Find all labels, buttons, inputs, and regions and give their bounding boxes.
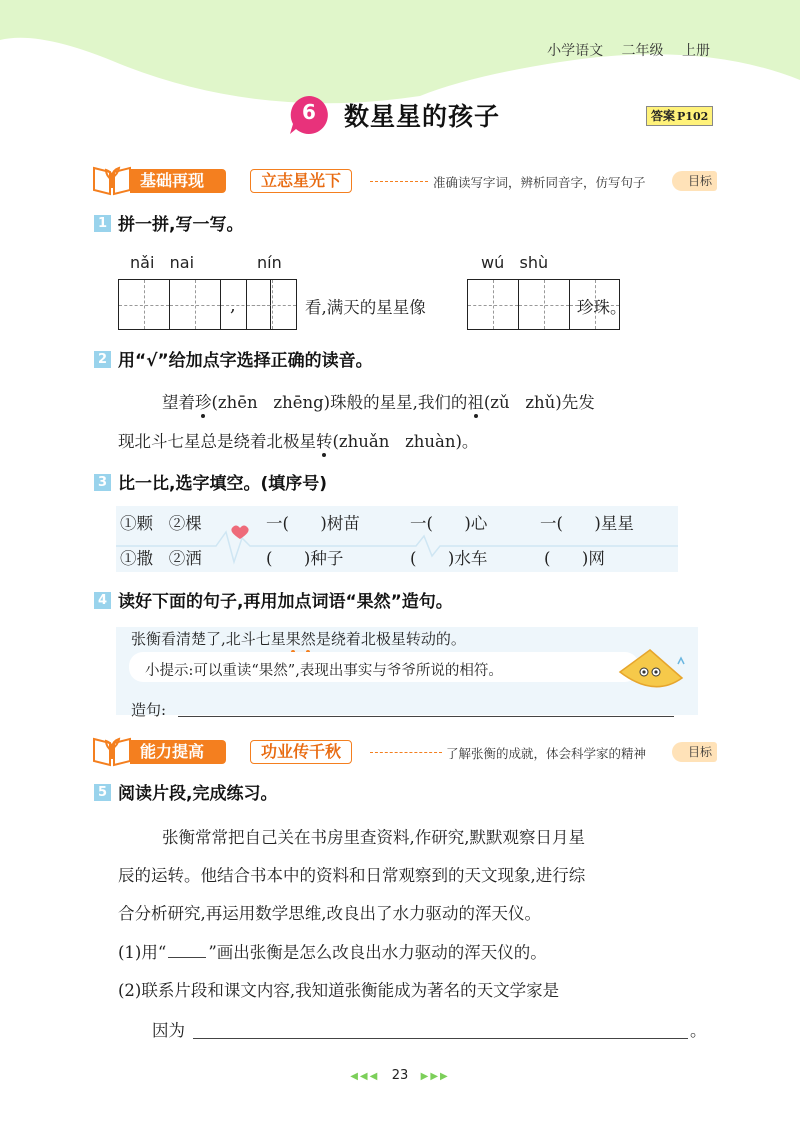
passage-line: 辰的运转。他结合书本中的资料和日常观察到的天文现象,进行综: [118, 866, 586, 885]
pinyin-3: wú shù: [481, 253, 549, 272]
pinyin-1: nǎi nai: [130, 253, 195, 272]
q1-text-mid: 看,满天的星星像: [305, 298, 426, 317]
answer-line[interactable]: [193, 1038, 688, 1039]
answer-page: P102: [677, 110, 709, 123]
q3-options-2: ①撒 ②洒: [120, 549, 202, 568]
dotted-char: 然: [300, 630, 316, 648]
section-label: 能力提高: [130, 740, 226, 764]
answer-label: 答案: [651, 109, 676, 123]
q2-line-1: 望着珍(zhēn zhēng)珠般的星星,我们的祖(zǔ zhǔ)先发: [162, 389, 595, 413]
page-number: 23: [391, 1068, 409, 1083]
question-prompt: 用“√”给加点字选择正确的读音。: [118, 351, 373, 371]
section-subtitle: 功业传千秋: [250, 740, 352, 764]
dotted-char: 珍: [195, 389, 212, 413]
q3-blank[interactable]: 一( )星星: [540, 514, 634, 533]
question-number: 5: [94, 784, 111, 801]
passage-line: 合分析研究,再运用数学思维,改良出了水力驱动的浑天仪。: [118, 904, 541, 923]
right-arrows-icon: ▶▶▶: [420, 1071, 450, 1082]
question-number: 1: [94, 215, 111, 232]
sub-question-2-cont: 因为: [152, 1021, 185, 1040]
period: 。: [690, 1021, 707, 1040]
sub-question-1: (1)用“ ”画出张衡是怎么改良出水力驱动的浑天仪的。: [118, 943, 547, 962]
lesson-title: 数星星的孩子: [344, 102, 501, 131]
q3-blank[interactable]: ( )水车: [410, 549, 488, 568]
question-number: 4: [94, 592, 111, 609]
header-info: [547, 40, 710, 60]
q3-options-1: ①颗 ②棵: [120, 514, 202, 533]
answer-reference: [646, 106, 713, 126]
divider: [370, 181, 428, 182]
sub-question-2: (2)联系片段和课文内容,我知道张衡能成为著名的天文学家是: [118, 981, 560, 1000]
subject: 小学语文: [547, 43, 604, 59]
section-goal: 准确读写字词，辨析同音字，仿写句子: [433, 175, 646, 190]
q3-blank[interactable]: ( )网: [544, 549, 605, 568]
q3-blank[interactable]: ( )种子: [266, 549, 344, 568]
divider: [370, 752, 442, 753]
question-prompt: 比一比,选字填空。(填序号): [118, 474, 327, 494]
section-subtitle: 立志星光下: [250, 169, 352, 193]
writing-grid-2[interactable]: [246, 279, 297, 330]
q3-blank[interactable]: 一( )树苗: [266, 514, 360, 533]
goal-tag: 目标: [672, 171, 717, 191]
section-label: 基础再现: [130, 169, 226, 193]
dotted-char: 转: [316, 428, 333, 452]
section-goal: 了解张衡的成就，体会科学家的精神: [446, 746, 647, 761]
question-number: 2: [94, 351, 111, 368]
answer-line[interactable]: [178, 716, 674, 717]
goal-tag: 目标: [672, 742, 717, 762]
comma: ,: [230, 295, 236, 316]
page-footer: [0, 1068, 800, 1083]
q3-blank[interactable]: 一( )心: [410, 514, 488, 533]
question-prompt: 读好下面的句子,再用加点词语“果然”造句。: [118, 592, 453, 612]
dotted-char: 果: [285, 630, 301, 648]
book-icon: [92, 162, 132, 196]
make-sentence-label: 造句:: [131, 701, 167, 719]
q2-line-2: 现北斗七星总是绕着北极星转(zhuǎn zhuàn)。: [118, 428, 478, 452]
grade: 二年级: [621, 43, 664, 59]
hint-text: 小提示:可以重读“果然”,表现出事实与爷爷所说的相符。: [145, 663, 503, 679]
passage-line: 张衡常常把自己关在书房里查资料,作研究,默默观察日月星: [162, 828, 585, 847]
book-icon: [92, 733, 132, 767]
left-arrows-icon: ◀◀◀: [350, 1071, 380, 1082]
pinyin-2: nín: [257, 253, 282, 272]
q4-sentence: 张衡看清楚了,北斗七星果然是绕着北极星转动的。: [131, 630, 466, 648]
mascot-icon: [614, 642, 694, 696]
volume: 上册: [682, 43, 710, 59]
q1-text-end: 珍珠。: [577, 298, 627, 317]
dotted-char: 祖: [467, 389, 484, 413]
question-prompt: 拼一拼,写一写。: [118, 215, 244, 235]
question-prompt: 阅读片段,完成练习。: [118, 784, 278, 804]
lesson-number: 6: [302, 100, 316, 124]
question-number: 3: [94, 474, 111, 491]
